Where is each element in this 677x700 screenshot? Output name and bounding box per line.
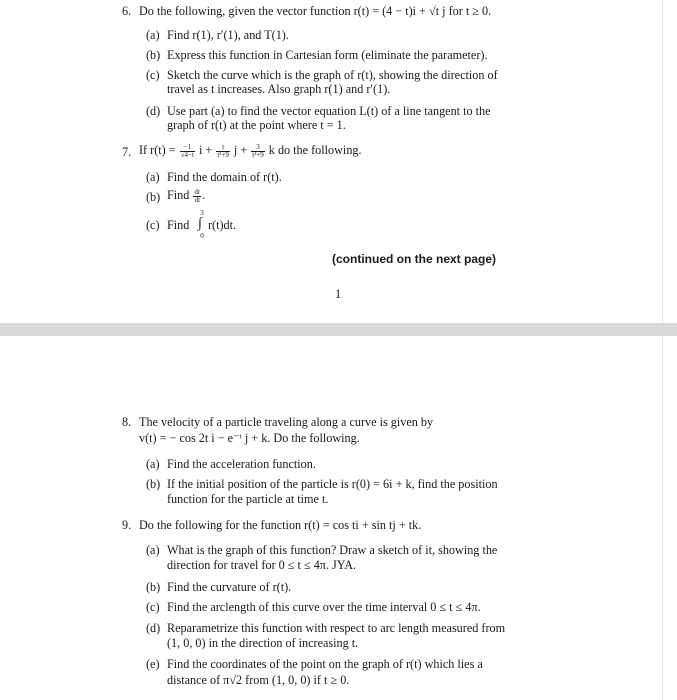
q7-fraction-1 <box>180 144 195 159</box>
q6c-label: (c) <box>146 68 160 82</box>
q7-fraction-3-den: t²+9 <box>252 150 264 159</box>
q6d-label: (d) <box>146 104 161 118</box>
q7-fraction-2-num: t <box>216 144 230 152</box>
q6b-text: Express this function in Cartesian form (eliminate the parameter). <box>167 48 488 62</box>
question-6-number: 6. <box>122 4 132 18</box>
q6d-text-line1: Use part (a) to find the vector equation L(t) of a line tangent to the <box>167 104 491 118</box>
q7b-suffix: . <box>202 188 206 202</box>
question-7-stem <box>139 143 362 159</box>
q7c-label: (c) <box>146 218 160 232</box>
q9e-label: (e) <box>146 657 160 671</box>
q9d-text-line1: Reparametrize this function with respect to arc length measured from <box>167 621 506 635</box>
q9b-text: Find the curvature of r(t). <box>167 580 292 594</box>
q7b-text <box>167 188 205 204</box>
q9a-label: (a) <box>146 543 160 557</box>
q7b-prefix: Find <box>167 188 190 202</box>
q7-fraction-3-num: 3 <box>251 144 265 152</box>
q8a-text: Find the acceleration function. <box>167 457 316 471</box>
q9a-text-line1: What is the graph of this function? Draw a sketch of it, showing the <box>167 543 498 557</box>
q8a-label: (a) <box>146 457 160 471</box>
q8b-text-line2: function for the particle at time t. <box>167 492 329 506</box>
q7-fraction-1-den: √4−t <box>180 150 194 159</box>
q6a-text: Find r(1), r′(1), and T(1). <box>167 28 289 42</box>
q7-suffix: k do the following. <box>268 143 362 157</box>
question-9-number: 9. <box>122 518 132 532</box>
integral-sign-icon: ∫ <box>198 216 202 231</box>
continued-notice: (continued on the next page) <box>332 252 496 266</box>
q7-j-term: j + <box>233 143 248 157</box>
q7-fraction-2 <box>216 144 230 159</box>
question-8-number: 8. <box>122 415 132 429</box>
right-scroll-area[interactable] <box>662 0 677 700</box>
question-7-number: 7. <box>122 145 132 159</box>
q8b-label: (b) <box>146 477 161 491</box>
q6a-label: (a) <box>146 28 160 42</box>
q7a-label: (a) <box>146 170 160 184</box>
question-9-stem: Do the following for the function r(t) = cos ti + sin tj + tk. <box>139 518 422 532</box>
q7b-derivative <box>193 189 201 204</box>
question-8-line2: v(t) = − cos 2t i − e⁻ᵗ j + k. Do the following. <box>139 431 360 445</box>
q9c-label: (c) <box>146 600 160 614</box>
q7-fraction-3 <box>251 144 265 159</box>
q9d-text-line2: (1, 0, 0) in the direction of increasing t. <box>167 636 359 650</box>
q8b-text-line1: If the initial position of the particle is r(0) = 6i + k, find the position <box>167 477 498 491</box>
q7-fraction-2-den: t²+9 <box>217 150 229 159</box>
page-gap <box>0 323 677 336</box>
q9b-label: (b) <box>146 580 161 594</box>
q7-i-term: i + <box>198 143 213 157</box>
q7b-label: (b) <box>146 190 161 204</box>
q7b-derivative-num: dr <box>194 187 201 196</box>
q7c-prefix: Find <box>167 218 190 232</box>
q7c-lower-limit: 0 <box>200 232 204 240</box>
page-number: 1 <box>335 287 342 301</box>
question-6-stem: Do the following, given the vector function r(t) = (4 − t)i + √t j for t ≥ 0. <box>139 4 492 18</box>
q7b-derivative-den: dt <box>194 195 201 204</box>
q9d-label: (d) <box>146 621 161 635</box>
document-page-2 <box>14 336 662 700</box>
q6d-text-line2: graph of r(t) at the point where t = 1. <box>167 118 346 132</box>
q7c-integrand: r(t)dt. <box>208 218 237 232</box>
q6b-label: (b) <box>146 48 161 62</box>
left-margin <box>0 0 15 700</box>
q6c-text-line2: travel as t increases. Also graph r(1) and r′(1). <box>167 82 391 96</box>
q9a-text-line2: direction for travel for 0 ≤ t ≤ 4π. JYA. <box>167 558 357 572</box>
q9e-text-line1: Find the coordinates of the point on the graph of r(t) which lies a <box>167 657 483 671</box>
question-8-line1: The velocity of a particle traveling along a curve is given by <box>139 415 434 429</box>
q6c-text-line1: Sketch the curve which is the graph of r(t), showing the direction of <box>167 68 498 82</box>
q7a-text: Find the domain of r(t). <box>167 170 282 184</box>
q7c-upper-limit: 3 <box>200 209 204 217</box>
q7-prefix: If r(t) = <box>139 143 176 157</box>
q7-fraction-1-num: −1 <box>180 144 195 152</box>
q9c-text: Find the arclength of this curve over the time interval 0 ≤ t ≤ 4π. <box>167 600 481 614</box>
document-page-1 <box>14 0 662 323</box>
q9e-text-line2: distance of π√2 from (1, 0, 0) if t ≥ 0. <box>167 673 350 687</box>
